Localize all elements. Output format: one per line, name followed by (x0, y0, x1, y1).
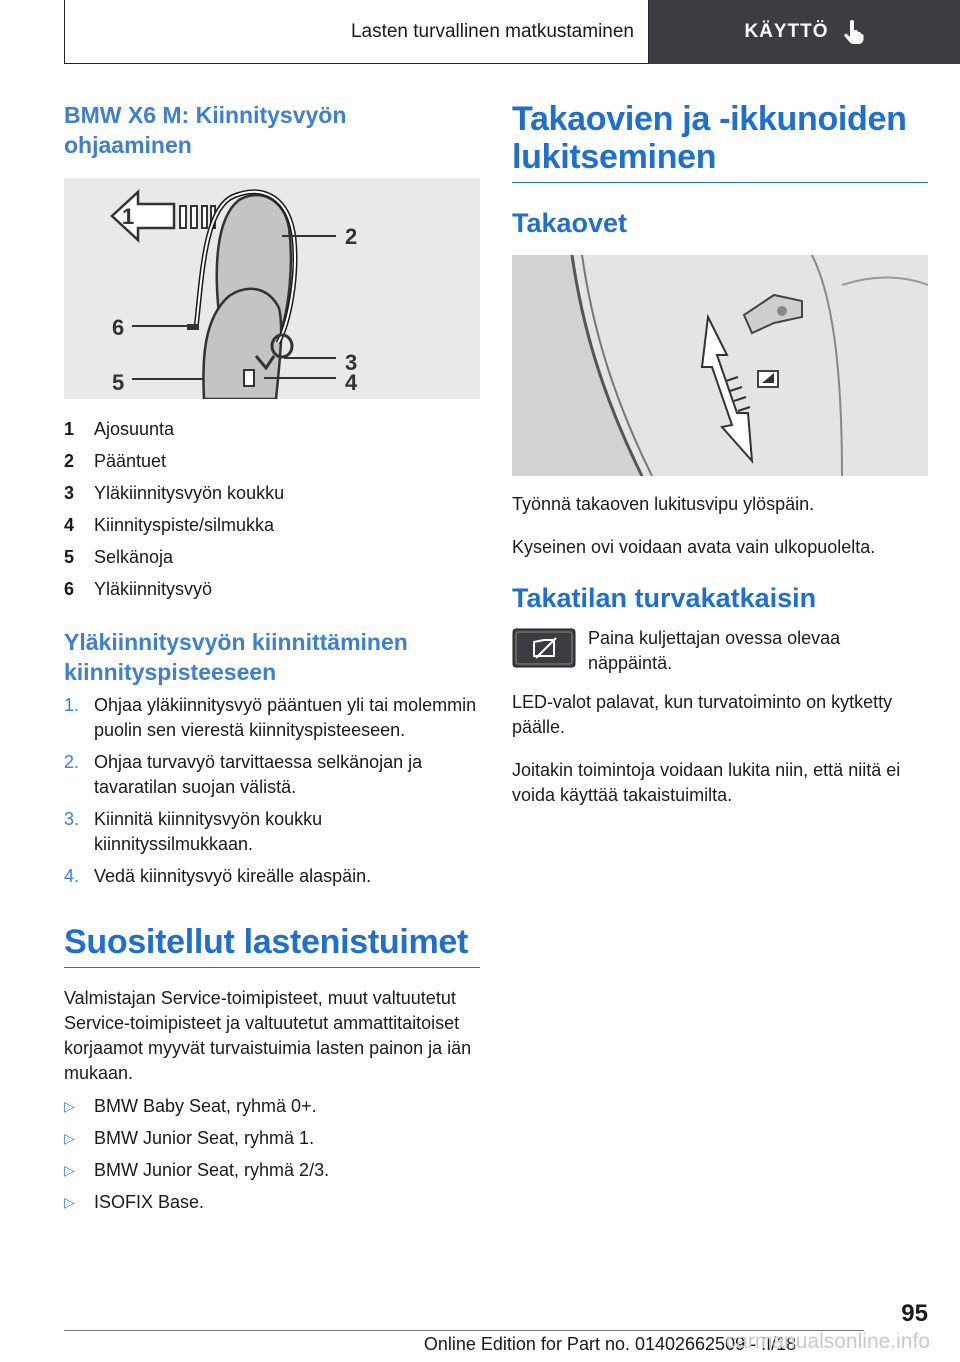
chapter-tab[interactable] (649, 0, 960, 64)
window-lock-switch-icon (512, 628, 576, 668)
page-header (64, 0, 960, 64)
triangle-bullet-icon: ▷ (64, 1098, 75, 1114)
triangle-bullet-icon: ▷ (64, 1194, 75, 1210)
rear-doors-title: Takaovet (512, 208, 628, 238)
legend-item: 6 Yläkiinnitysvyö (64, 578, 213, 599)
child-seats-title: Suositellut lastenistuimet (64, 923, 480, 968)
child-seat-list (64, 1094, 480, 1222)
list-item: ▷ BMW Baby Seat, ryhmä 0+. (64, 1094, 480, 1126)
list-item: ▷ ISOFIX Base. (64, 1190, 480, 1222)
legend-item: 1 Ajosuunta (64, 418, 175, 439)
safety-switch-block (512, 626, 928, 676)
triangle-bullet-icon: ▷ (64, 1130, 75, 1146)
attach-section-title: Yläkiinnitysvyön kiinnittäminen kiinnityspisteeseen (64, 629, 408, 685)
lock-section-title: Takaovien ja -ikkunoiden lukitseminen (512, 100, 928, 183)
legend-item: 5 Selkänoja (64, 546, 174, 567)
step-item: 1. Ohjaa yläkiinnitysvyö pääntuen yli tai molemmin puolin sen vierestä kiinnityspisteeseen. (64, 695, 477, 740)
step-item: 3. Kiinnitä kiinnitysvyön koukku kiinnityssilmukkaan. (64, 809, 323, 854)
step-item: 2. Ohjaa turvavyö tarvittaessa selkänojan ja tavaratilan suojan välistä. (64, 752, 423, 797)
belt-section-title: BMW X6 M: Kiinnitysvyön ohjaaminen (64, 102, 347, 158)
callout-1: 1 (122, 204, 135, 229)
callout-4: 4 (345, 370, 358, 395)
chapter-label: KÄYTTÖ (744, 21, 829, 42)
safety-switch-title: Takatilan turvakatkaisin (512, 583, 817, 613)
rear-doors-text: Työnnä takaoven lukitusvipu ylöspäin. (512, 494, 815, 514)
pointing-hand-icon (843, 20, 865, 44)
child-seats-intro: Valmistajan Service-toimipisteet, muut valtuutetut Service-toimipisteet ja valtuutetut ammattitaitoiset korjaamot myyvät turvaistuimia lasten painon ja iän mukaan. (64, 988, 472, 1083)
callout-2: 2 (345, 224, 358, 249)
attach-steps (64, 693, 480, 889)
list-item: ▷ BMW Junior Seat, ryhmä 1. (64, 1126, 480, 1158)
page-number: 95 (901, 1300, 928, 1327)
rear-doors-note: Kyseinen ovi voidaan avata vain ulkopuolelta. (512, 537, 876, 557)
tether-belt-figure (64, 178, 480, 399)
legend-item: 2 Pääntuet (64, 450, 167, 471)
legend-item: 3 Yläkiinnitysvyön koukku (64, 482, 285, 503)
figure-legend (64, 413, 480, 605)
section-title: Lasten turvallinen matkustaminen (64, 0, 649, 64)
edition-line: Online Edition for Part no. 01402662509 - II/18 (423, 1334, 797, 1354)
callout-6: 6 (112, 315, 125, 340)
list-item: ▷ BMW Junior Seat, ryhmä 2/3. (64, 1158, 480, 1190)
triangle-bullet-icon: ▷ (64, 1162, 75, 1178)
callout-3: 3 (345, 350, 358, 375)
watermark: carmanualsonline.info (725, 1330, 930, 1353)
safety-switch-note: Joitakin toimintoja voidaan lukita niin, että niitä ei voida käyttää takaistuimilta. (512, 760, 901, 805)
step-item: 4. Vedä kiinnitysvyö kireälle alaspäin. (64, 866, 372, 886)
legend-item: 4 Kiinnityspiste/silmukka (64, 514, 275, 535)
safety-switch-led: LED-valot palavat, kun turvatoiminto on kytketty päälle. (512, 692, 893, 737)
right-column (512, 100, 928, 808)
callout-5: 5 (112, 370, 125, 395)
safety-switch-press: Paina kuljettajan ovessa olevaa näppäintä. (588, 628, 841, 673)
rear-door-lock-figure (512, 255, 928, 476)
left-column (64, 100, 480, 1222)
